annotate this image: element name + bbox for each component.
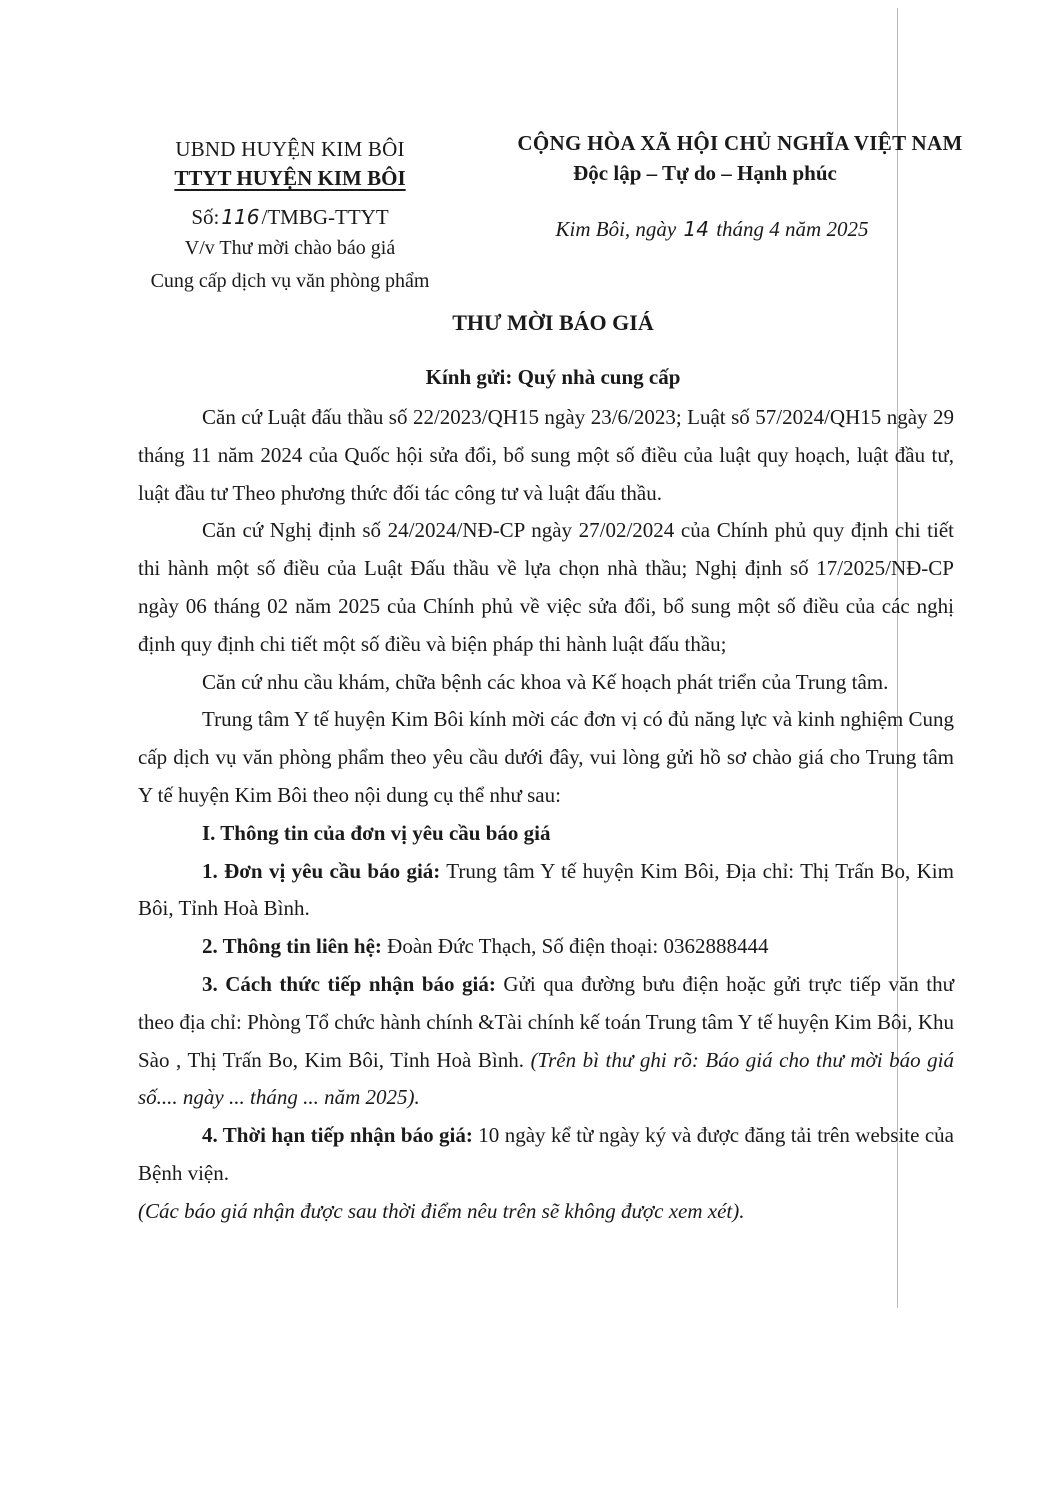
salutation: Kính gửi: Quý nhà cung cấp — [425, 365, 681, 389]
paragraph-invitation: Trung tâm Y tế huyện Kim Bôi kính mời các đơn vị có đủ năng lực và kinh nghiệm Cung cấp dịch vụ văn phòng phẩm theo yêu cầu dưới đây, vui lòng gửi hồ sơ chào giá cho Trung tâm Y tế huyện Kim Bôi theo nội dung cụ thể như sau: — [138, 707, 954, 807]
item-1: 1. Đơn vị yêu cầu báo giá: Trung tâm Y tế huyện Kim Bôi, Địa chỉ: Thị Trấn Bo, Kim Bôi, Tỉnh Hoà Bình. — [138, 858, 954, 921]
handwritten-day: 14 — [683, 217, 709, 241]
item-4: 4. Thời hạn tiếp nhận báo giá: 10 ngày kể từ ngày ký và được đăng tải trên website của Bệnh viện. — [138, 1123, 955, 1185]
section-1-heading: I. Thông tin của đơn vị yêu cầu báo giá — [202, 820, 551, 845]
paragraph-legal-basis-3: Căn cứ nhu cầu khám, chữa bệnh các khoa và Kế hoạch phát triển của Trung tâm. — [202, 669, 889, 694]
motto: Độc lập – Tự do – Hạnh phúc — [573, 161, 837, 185]
paragraph-legal-basis-2: Căn cứ Nghị định số 24/2024/NĐ-CP ngày 27/02/2024 của Chính phủ quy định chi tiết thi hành một số điều của Luật Đấu thầu về lựa chọn nhà thầu; Nghị định số 17/2025/NĐ-CP ngày 06 tháng 02 năm 2025 của Chính phủ về việc sửa đổi, bổ sung một số điều của các nghị định quy định chi tiết một số điều và biện pháp thi hành luật đấu thầu; — [138, 518, 954, 656]
subject-line-2: Cung cấp dịch vụ văn phòng phẩm — [150, 270, 430, 292]
national-header — [480, 128, 1000, 244]
issuing-org: TTYT HUYỆN KIM BÔI — [174, 166, 406, 190]
issue-date: Kim Bôi, ngày 14 tháng 4 năm 2025 — [555, 217, 869, 241]
subject-line-1: V/v Thư mời chào báo giá — [184, 237, 396, 259]
item-2: 2. Thông tin liên hệ: Đoàn Đức Thạch, Số điện thoại: 0362888444 — [202, 934, 769, 959]
document-body — [138, 399, 954, 1231]
item-3: 3. Cách thức tiếp nhận báo giá: Gửi qua đường bưu điện hoặc gửi trực tiếp văn thư theo địa chỉ: Phòng Tổ chức hành chính &Tài chính kế toán Trung tâm Y tế huyện Kim Bôi, Khu Sào , Thị Trấn Bo, Kim Bôi, Tỉnh Hoà Bình. (Trên bì thư ghi rõ: Báo giá cho thư mời báo giá số.... ngày ... tháng ... năm 2025). — [138, 971, 954, 1110]
handwritten-number: 116 — [221, 205, 260, 229]
document-number: Số: 116/TMBG-TTYT — [191, 205, 389, 229]
paragraph-legal-basis-1: Căn cứ Luật đấu thầu số 22/2023/QH15 ngày 23/6/2023; Luật số 57/2024/QH15 ngày 29 tháng 11 năm 2024 của Quốc hội sửa đổi, bổ sung một số điều của luật quy hoạch, luật đầu tư, luật đầu tư Theo phương thức đối tác công tư và luật đấu thầu. — [138, 405, 954, 505]
document-title: THƯ MỜI BÁO GIÁ — [452, 310, 654, 335]
nation-title: CỘNG HÒA XÃ HỘI CHỦ NGHĨA VIỆT NAM — [517, 131, 963, 155]
closing-note: (Các báo giá nhận được sau thời điểm nêu trên sẽ không được xem xét). — [138, 1198, 745, 1223]
parent-org: UBND HUYỆN KIM BÔI — [175, 137, 405, 161]
